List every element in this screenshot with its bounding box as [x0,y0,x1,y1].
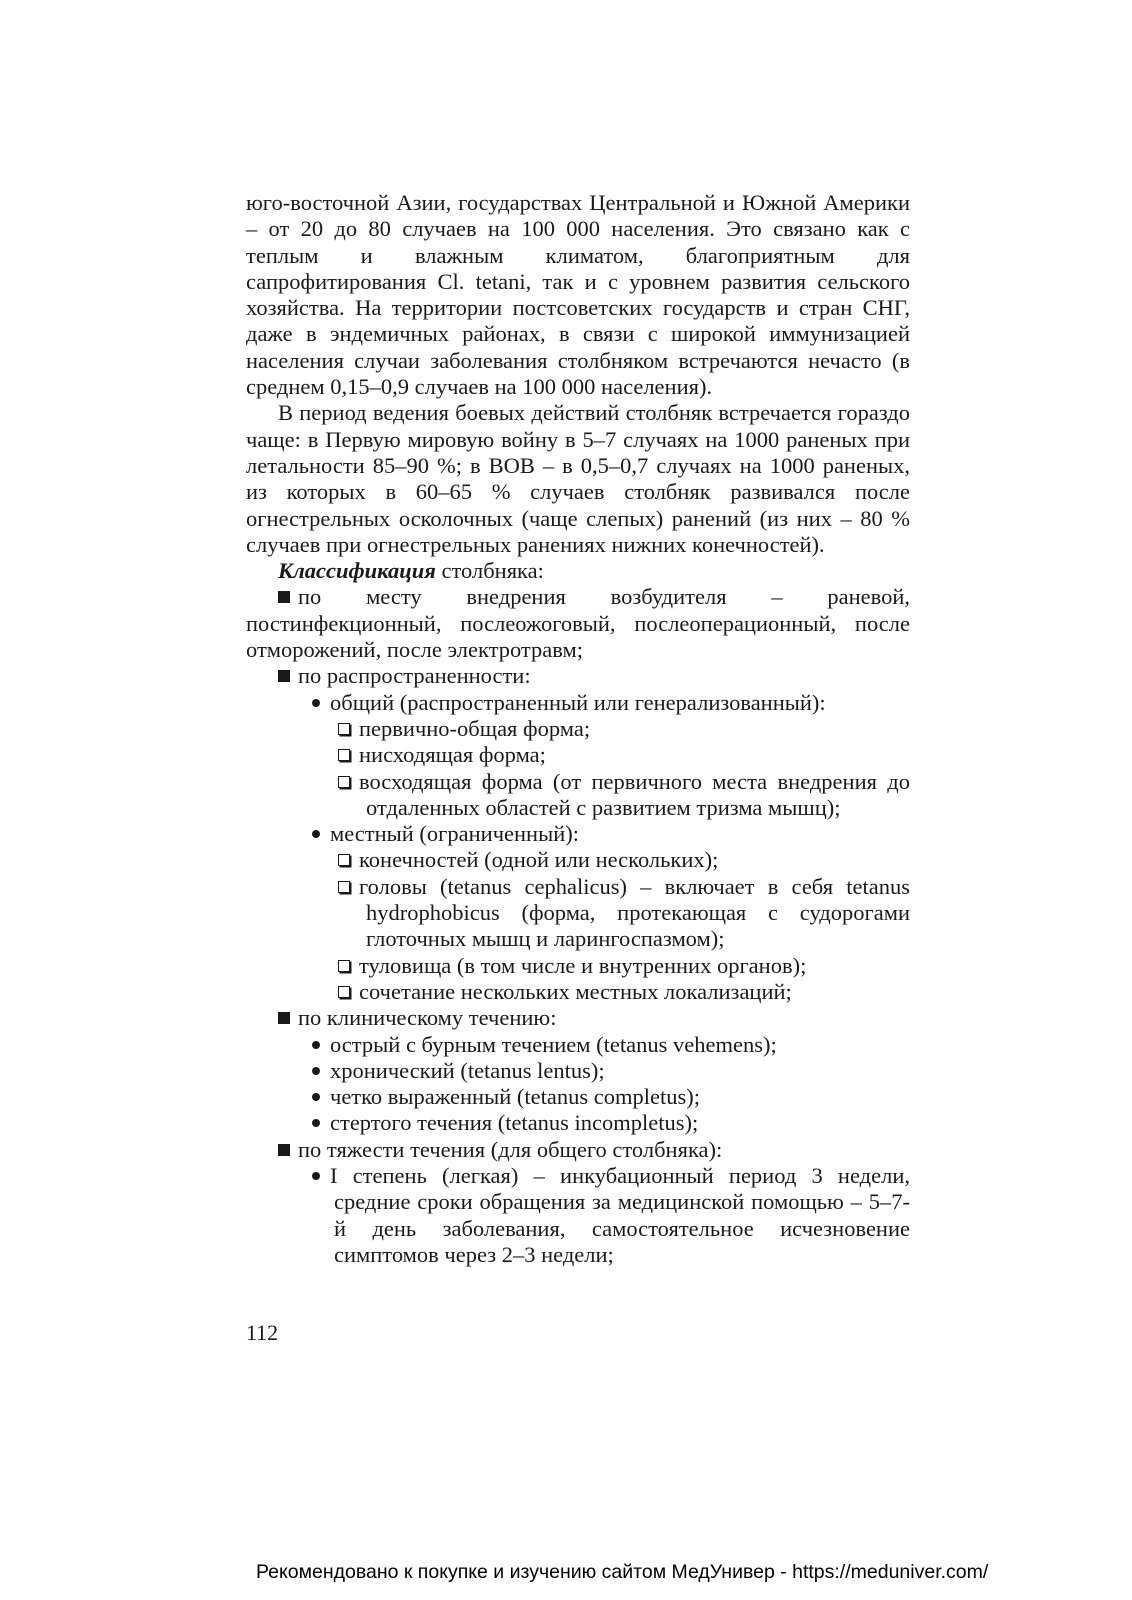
list-item: хронический (tetanus lentus); [246,1058,910,1084]
checkbox-square-icon [338,776,350,788]
classification-heading [246,558,910,584]
round-bullet-icon [312,1093,320,1101]
list-item: сочетание нескольких местных локализаций; [246,979,910,1005]
square-bullet-icon [278,1144,290,1156]
list-item: I степень (легкая) – инкубационный период 3 недели, средние сроки обращения за медицинской помощью – 5–7-й день заболевания, самостоятельное исчезновение симптомов через 2–3 недели; [246,1163,910,1268]
round-bullet-icon [312,1172,320,1180]
square-bullet-icon [278,670,290,682]
checkbox-square-icon [338,749,350,761]
list-item: по клиническому течению: [246,1005,910,1031]
checkbox-square-icon [338,960,350,972]
checkbox-square-icon [338,854,350,866]
list-item: по месту внедрения возбудителя – раневой, постинфекционный, послеожоговый, послеоперационный, после отморожений, после электротравм; [246,584,910,663]
classification-heading-bold: Классификация [278,558,436,584]
round-bullet-icon [312,1067,320,1075]
checkbox-square-icon [338,723,350,735]
list-item: острый с бурным течением (tetanus vehemens); [246,1032,910,1058]
square-bullet-icon [278,591,290,603]
list-item: по тяжести течения (для общего столбняка): [246,1137,910,1163]
square-bullet-icon [278,1012,290,1024]
footer-recommendation: Рекомендовано к покупке и изучению сайтом МедУнивер - https://meduniver.com/ [256,1561,989,1583]
list-item: по распространенности: [246,663,910,689]
list-item: первично-общая форма; [246,716,910,742]
paragraph-epidemiology: юго-восточной Азии, государствах Центральной и Южной Америки – от 20 до 80 случаев на 100 000 населения. Это связано как с теплым и влажным климатом, благоприятным для сапрофитирования Cl. tetani, так и с уровнем развития сельского хозяйства. На территории постсоветских государств и стран СНГ, даже в эндемичных районах, в связи с широкой иммунизацией населения случаи заболевания столбняком встречаются нечасто (в среднем 0,15–0,9 случаев на 100 000 населения). [246,190,910,400]
round-bullet-icon [312,699,320,707]
list-item: четко выраженный (tetanus completus); [246,1084,910,1110]
list-item: восходящая форма (от первичного места внедрения до отдаленных областей с развитием тризма мышц); [246,769,910,822]
main-text [246,190,910,1268]
round-bullet-icon [312,830,320,838]
list-item: местный (ограниченный): [246,821,910,847]
list-item: туловища (в том числе и внутренних органов); [246,953,910,979]
classification-heading-rest: столбняка: [435,558,544,584]
list-item: головы (tetanus cephalicus) – включает в себя tetanus hydrophobicus (форма, протекающая с судорогами глоточных мышц и ларингоспазмом); [246,874,910,953]
list-item: конечностей (одной или нескольких); [246,847,910,873]
list-item: общий (распространенный или генерализованный): [246,690,910,716]
checkbox-square-icon [338,986,350,998]
list-item: стертого течения (tetanus incompletus); [246,1110,910,1136]
list-item: нисходящая форма; [246,742,910,768]
paragraph-wartime: В период ведения боевых действий столбняк встречается гораздо чаще: в Первую мировую войну в 5–7 случаях на 1000 раненых при летальности 85–90 %; в ВОВ – в 0,5–0,7 случаях на 1000 раненых, из которых в 60–65 % случаев столбняк развивался после огнестрельных осколочных (чаще слепых) ранений (из них – 80 % случаев при огнестрельных ранениях нижних конечностей). [246,400,910,557]
round-bullet-icon [312,1119,320,1127]
page-number: 112 [246,1320,279,1345]
round-bullet-icon [312,1041,320,1049]
checkbox-square-icon [338,881,350,893]
